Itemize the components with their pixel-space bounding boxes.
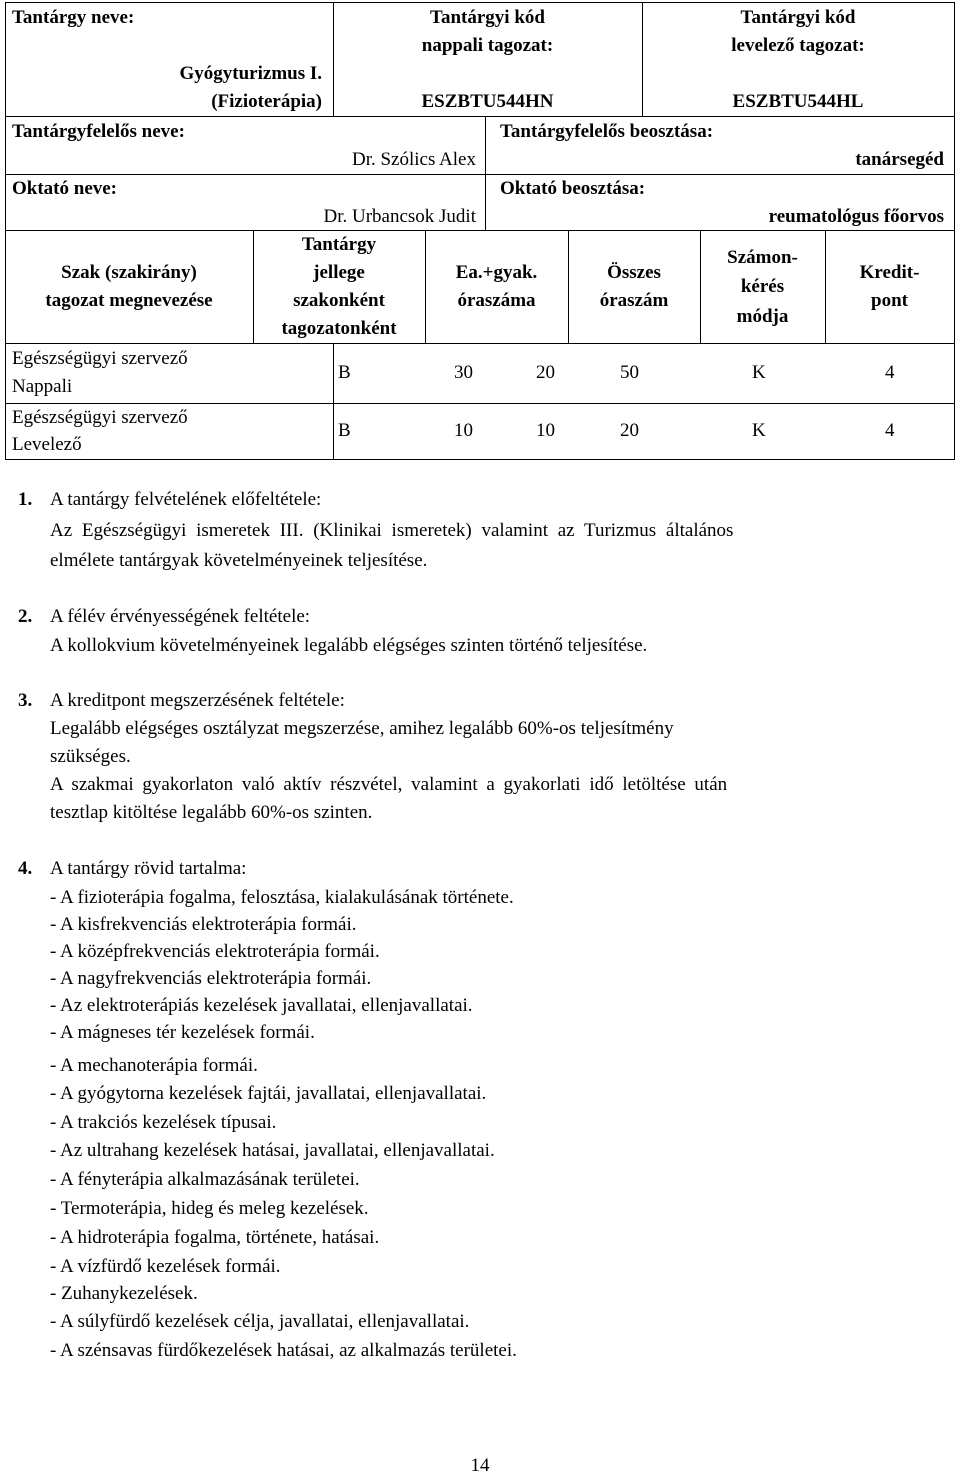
header-type-4: tagozatonként	[281, 318, 397, 339]
section-3-line-3: A szakmai gyakorlaton való aktív részvétel, valamint a gyakorlati idő letöltése után	[50, 774, 728, 795]
row-exam: K	[752, 362, 766, 383]
header-exam-3: módja	[736, 306, 789, 327]
section-2-line-1: A kollokvium követelményeinek legalább elégséges szinten történő teljesítése.	[50, 635, 648, 656]
code-day-label-2: nappali tagozat:	[421, 35, 554, 56]
list-item: - A súlyfürdő kezelések célja, javallatai, ellenjavallatai.	[50, 1311, 470, 1332]
row-practice: 20	[536, 362, 555, 383]
list-item: - A mechanoterápia formái.	[50, 1055, 258, 1076]
list-item: - A kisfrekvenciás elektroterápia formái.	[50, 914, 357, 935]
header-type-3: szakonként	[293, 290, 385, 311]
section-title: A tantárgy felvételének előfeltétele:	[50, 489, 322, 510]
section-3-line-2: szükséges.	[50, 746, 131, 767]
list-item: - A hidroterápia fogalma, története, hatásai.	[50, 1227, 380, 1248]
row-credit: 4	[885, 362, 895, 383]
header-hours-1: Ea.+gyak.	[455, 262, 538, 283]
responsible-value: Dr. Szólics Alex	[351, 149, 476, 170]
responsible-position-label: Tantárgyfelelős beosztása:	[500, 121, 714, 142]
header-type-2: jellege	[313, 262, 365, 283]
header-type-1: Tantárgy	[301, 234, 377, 255]
list-item: - A mágneses tér kezelések formái.	[50, 1022, 315, 1043]
header-exam-2: kérés	[740, 276, 785, 297]
row-credit: 4	[885, 420, 895, 441]
section-number: 4.	[18, 858, 33, 879]
list-item: - A fizioterápia fogalma, felosztása, kialakulásának története.	[50, 887, 514, 908]
row-type: B	[338, 362, 351, 383]
responsible-position-value: tanársegéd	[855, 149, 944, 170]
list-item: - A nagyfrekvenciás elektroterápia formái.	[50, 968, 372, 989]
row-type: B	[338, 420, 351, 441]
section-number: 3.	[18, 690, 33, 711]
subject-name-label: Tantárgy neve:	[12, 7, 135, 28]
header-major-1: Szak (szakirány)	[61, 262, 197, 283]
list-item: - Az ultrahang kezelések hatásai, javallatai, ellenjavallatai.	[50, 1140, 495, 1161]
section-2-heading	[18, 603, 310, 631]
row-exam: K	[752, 420, 766, 441]
code-corr-label-2: levelező tagozat:	[731, 35, 865, 56]
header-major-2: tagozat megnevezése	[45, 290, 213, 311]
teacher-value: Dr. Urbancsok Judit	[323, 206, 476, 227]
header-total-2: óraszám	[599, 290, 669, 311]
list-item: - Az elektroterápiás kezelések javallatai, ellenjavallatai.	[50, 995, 473, 1016]
list-item: - A fényterápia alkalmazásának területei.	[50, 1169, 360, 1190]
row-name-2: Nappali	[12, 376, 73, 397]
code-day-value: ESZBTU544HN	[421, 91, 554, 112]
section-3-line-4: tesztlap kitöltése legalább 60%-os szinten.	[50, 802, 373, 823]
header-exam-1: Számon-	[727, 247, 798, 268]
section-1-line-1: Az Egészségügyi ismeretek III. (Klinikai ismeretek) valamint az Turizmus általános	[50, 520, 734, 541]
list-item: - A trakciós kezelések típusai.	[50, 1112, 277, 1133]
section-1-heading	[18, 486, 321, 514]
code-corr-label-1: Tantárgyi kód	[740, 7, 856, 28]
section-3-line-1: Legalább elégséges osztályzat megszerzése, amihez legalább 60%-os teljesítmény	[50, 718, 674, 739]
row-lecture: 30	[454, 362, 473, 383]
section-1-line-2: elmélete tantárgyak követelményeinek teljesítése.	[50, 550, 428, 571]
header-credit-1: Kredit-	[859, 262, 920, 283]
teacher-label: Oktató neve:	[12, 178, 118, 199]
section-number: 2.	[18, 606, 33, 627]
header-hours-2: óraszáma	[457, 290, 536, 311]
section-title: A félév érvényességének feltétele:	[50, 606, 311, 627]
list-item: - Zuhanykezelések.	[50, 1283, 198, 1304]
code-corr-value: ESZBTU544HL	[732, 91, 864, 112]
section-title: A kreditpont megszerzésének feltétele:	[50, 690, 345, 711]
teacher-position-label: Oktató beosztása:	[500, 178, 646, 199]
list-item: - A szénsavas fürdőkezelések hatásai, az alkalmazás területei.	[50, 1340, 517, 1361]
subject-name-line2: (Fizioterápia)	[211, 91, 322, 112]
list-item: - A középfrekvenciás elektroterápia formái.	[50, 941, 380, 962]
code-day-label-1: Tantárgyi kód	[430, 7, 545, 28]
row-name-1: Egészségügyi szervező	[12, 407, 188, 428]
subject-name-line1: Gyógyturizmus I.	[179, 63, 322, 84]
responsible-label: Tantárgyfelelős neve:	[12, 121, 185, 142]
row-name-2: Levelező	[12, 434, 82, 455]
page-number: 14	[470, 1455, 490, 1476]
row-name-1: Egészségügyi szervező	[12, 348, 188, 369]
list-item: - A gyógytorna kezelések fajtái, javallatai, ellenjavallatai.	[50, 1083, 487, 1104]
section-3-heading	[18, 687, 345, 715]
section-title: A tantárgy rövid tartalma:	[50, 858, 247, 879]
list-item: - A vízfürdő kezelések formái.	[50, 1256, 281, 1277]
header-credit-2: pont	[871, 290, 908, 311]
list-item: - Termoterápia, hideg és meleg kezelések.	[50, 1198, 369, 1219]
row-practice: 10	[536, 420, 555, 441]
row-total: 50	[620, 362, 639, 383]
section-number: 1.	[18, 489, 33, 510]
header-total-1: Összes	[607, 262, 661, 283]
row-lecture: 10	[454, 420, 473, 441]
section-4-heading	[18, 855, 246, 883]
row-total: 20	[620, 420, 639, 441]
teacher-position-value: reumatológus főorvos	[768, 206, 944, 227]
